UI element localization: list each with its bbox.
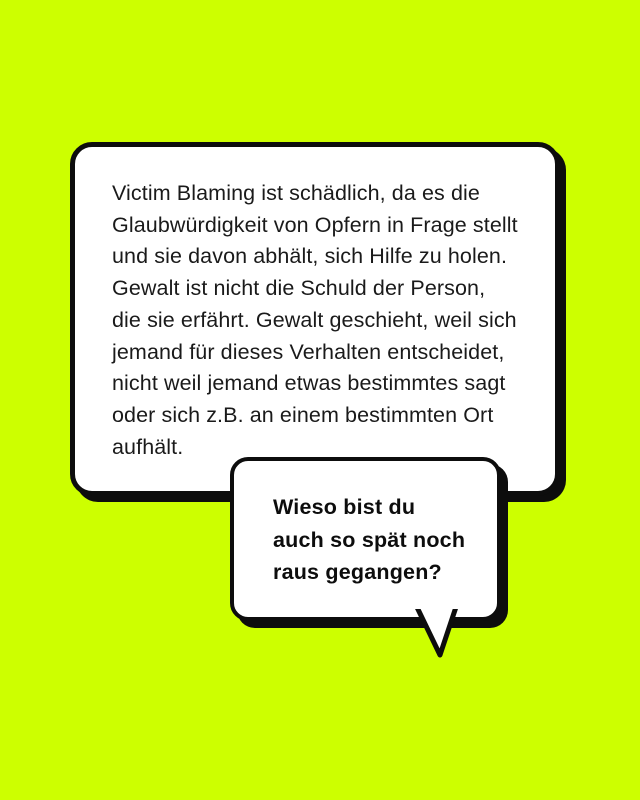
info-card-line: oder sich z.B. an einem bestimmten Ort bbox=[112, 402, 494, 427]
info-card bbox=[70, 142, 560, 496]
speech-bubble-tail-icon bbox=[411, 609, 461, 661]
info-card-line: Glaubwürdigkeit von Opfern in Frage stellt bbox=[112, 212, 518, 237]
speech-bubble-line: raus gegangen? bbox=[273, 560, 442, 584]
info-card-line: aufhält. bbox=[112, 434, 184, 459]
speech-bubble-line: auch so spät noch bbox=[273, 527, 466, 552]
info-card-line: die sie erfährt. Gewalt geschieht, weil sich bbox=[112, 307, 517, 332]
info-card-line: nicht weil jemand etwas bestimmtes sagt bbox=[112, 371, 506, 396]
speech-bubble bbox=[230, 457, 501, 621]
info-card-line: Gewalt ist nicht die Schuld der Person, bbox=[112, 276, 486, 301]
info-card-line: Victim Blaming ist schädlich, da es die bbox=[112, 181, 480, 205]
info-card-line: jemand für dieses Verhalten entscheidet, bbox=[112, 339, 505, 364]
speech-bubble-body bbox=[230, 457, 501, 621]
info-card-line: und sie davon abhält, sich Hilfe zu holen. bbox=[112, 244, 508, 269]
speech-bubble-line: Wieso bist du bbox=[273, 495, 416, 519]
